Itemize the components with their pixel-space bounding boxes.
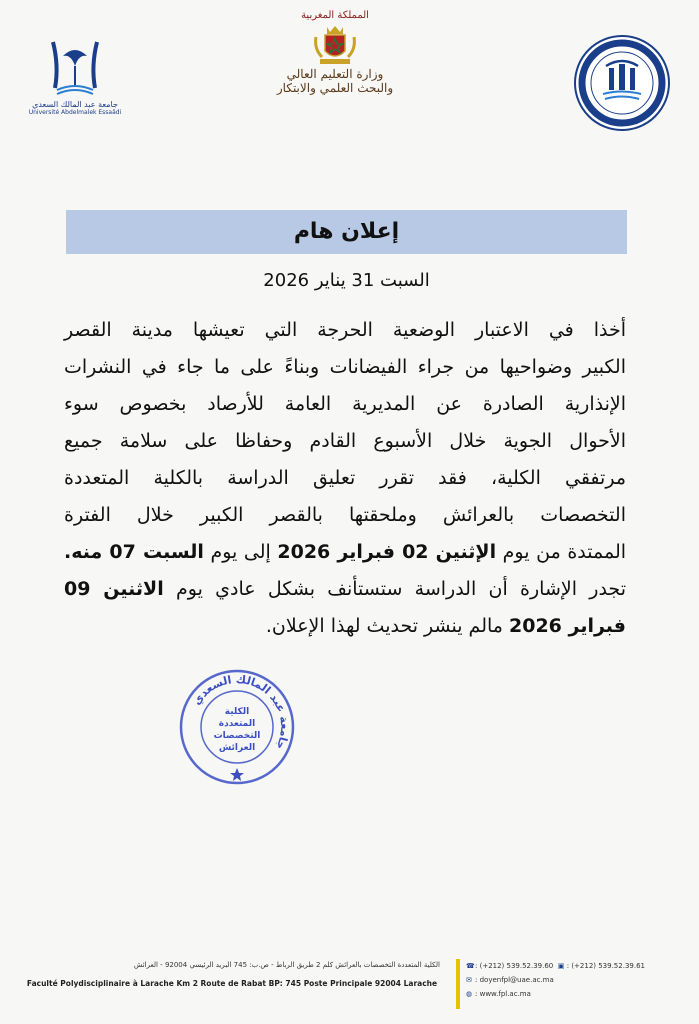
body-line-8 (64, 571, 626, 608)
announcement-title: إعلان هام (66, 210, 627, 254)
university-emblem-icon (45, 36, 105, 98)
kingdom-crest-block (250, 10, 420, 110)
body-line-9b: مالم ينشر تحديث لهذا الإعلان. (265, 615, 509, 637)
fax-icon: ▣ (557, 962, 565, 970)
stamp-line-1: الكلية (224, 707, 250, 717)
body-line-7c: إلى يوم (203, 541, 278, 563)
faculty-logo (573, 34, 671, 132)
announcement-date: السبت 31 يناير 2026 (263, 270, 430, 291)
stamp-line-4: العرائش (218, 743, 256, 753)
body-line-8a: تجدر الإشارة أن الدراسة ستستأنف بشكل عادي يوم (163, 578, 626, 600)
body-line-3: الإنذارية الصادرة عن المديرية العامة للأرصاد بخصوص سوء (64, 393, 626, 415)
footer-address-ar: الكلية المتعددة التخصصات بالعرائش كلم 2 طريق الرباط - ص.ب: 745 البريد الرئيسي 92004 - العرائش (133, 961, 440, 969)
footer-web-row: ◍ : www.fpl.ac.ma (466, 987, 696, 1001)
official-stamp (178, 668, 296, 786)
stamp-star-icon (230, 768, 244, 781)
footer-divider (456, 959, 460, 1009)
resume-date-part1: الاثنين 09 (64, 578, 164, 600)
ministry-name-line1: وزارة التعليم العالي (286, 67, 384, 81)
announcement-body (64, 312, 626, 645)
stamp-ring-text: جامعة عبد المالك السعدي (190, 672, 292, 752)
web-icon: ◍ (466, 990, 473, 998)
university-name-fr: Université Abdelmalek Essaâdi (28, 109, 122, 116)
resume-date-part2: فبراير 2026 (509, 615, 626, 637)
footer-website[interactable]: www.fpl.ac.ma (479, 990, 531, 998)
body-line-6: التخصصات بالعرائش وملحقتها بالقصر الكبير خلال الفترة (64, 504, 626, 526)
footer-email-row: ✉ : doyenfpl@uae.ac.ma (466, 973, 696, 987)
university-name-ar: جامعة عبد المالك السعدي (32, 100, 118, 109)
body-line-4: الأحوال الجوية خلال الأسبوع القادم وحفاظا على سلامة جميع (64, 430, 626, 452)
body-line-7a: الممتدة من يوم (496, 541, 627, 563)
body-line-9 (64, 608, 626, 645)
ministry-name-line2: والبحث العلمي والابتكار (276, 81, 394, 95)
royal-crest-icon (312, 23, 358, 67)
footer-address-fr: Faculté Polydisciplinaire à Larache Km 2 Route de Rabat BP: 745 Poste Principale 92004 Larache (26, 979, 438, 988)
stamp-line-3: التخصصات (213, 731, 261, 741)
body-line-7 (64, 534, 626, 571)
university-logo (20, 36, 130, 131)
suspension-start-date: الإثنين 02 فبراير 2026 (277, 541, 497, 563)
body-line-5: مرتفقي الكلية، فقد تقرر تعليق الدراسة بالكلية المتعددة (64, 467, 626, 489)
footer-phone-row: ☎: (+212) 539.52.39.60 ▣ : (+212) 539.52.39.61 (466, 959, 696, 973)
footer (0, 955, 699, 1015)
phone-icon: ☎ (466, 962, 475, 970)
email-icon: ✉ (466, 976, 472, 984)
footer-email[interactable]: doyenfpl@uae.ac.ma (479, 976, 554, 984)
stamp-line-2: المتعددة (218, 719, 256, 729)
body-line-1: أخذا في الاعتبار الوضعية الحرجة التي تعيشها مدينة القصر (64, 319, 626, 341)
suspension-end-date: السبت 07 منه. (64, 541, 204, 563)
kingdom-name: المملكة المغربية (301, 10, 369, 21)
body-line-2: الكبير وضواحيها من جراء الفيضانات وبناءً على ما جاء في النشرات (64, 356, 626, 378)
footer-phone: (+212) 539.52.39.60 (479, 962, 554, 970)
footer-fax: (+212) 539.52.39.61 (571, 962, 645, 970)
footer-contacts (466, 959, 696, 1001)
